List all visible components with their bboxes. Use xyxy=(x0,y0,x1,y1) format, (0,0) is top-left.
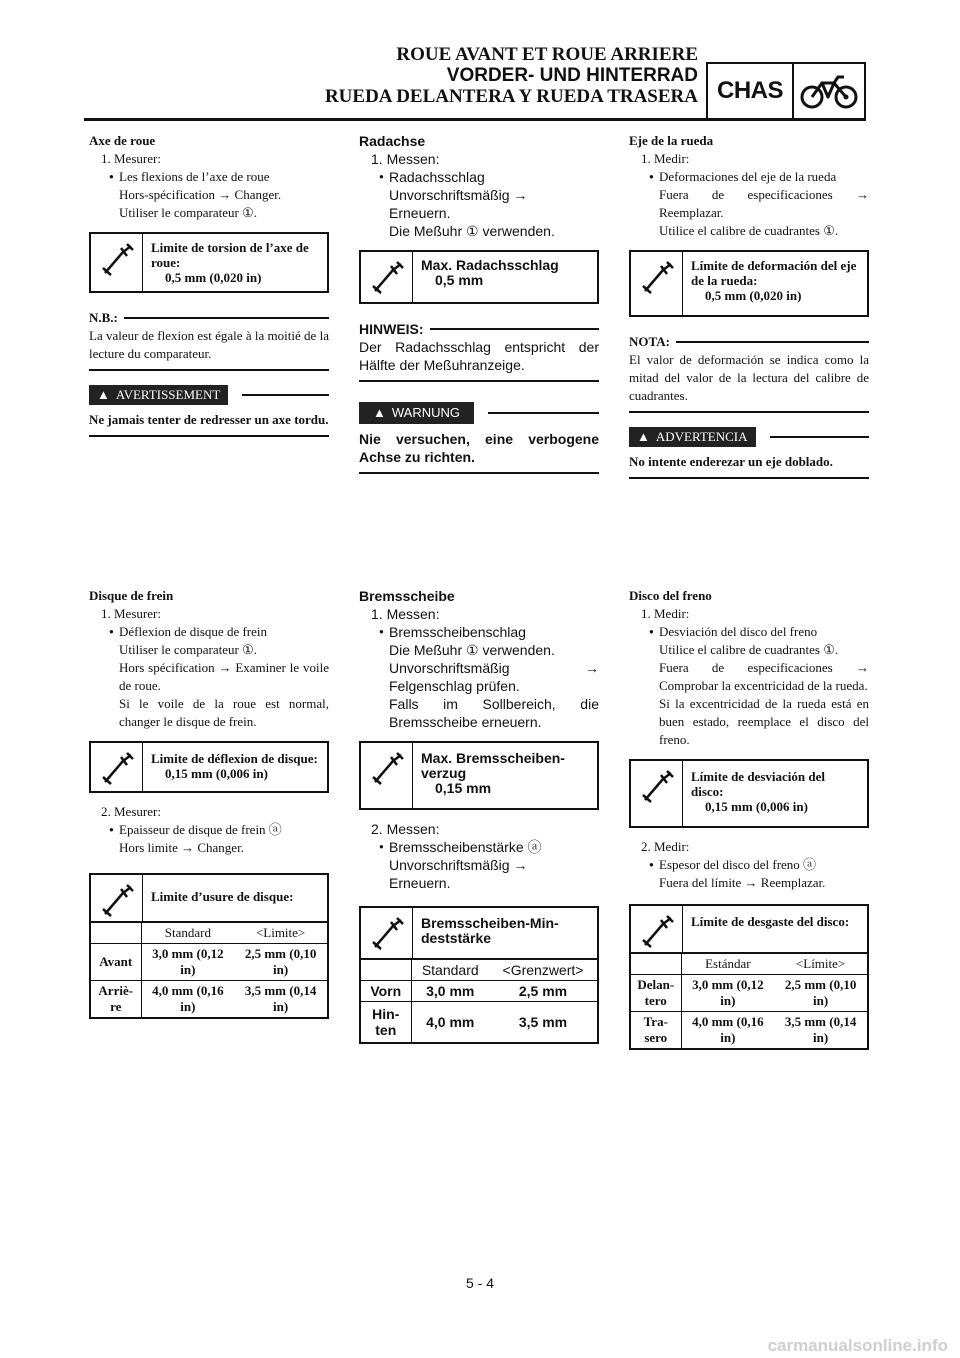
de-warning-body: Nie versuchen, eine verbogene Achse zu richten. xyxy=(359,424,599,474)
de-axle-bullet: ● Radachsschlag xyxy=(359,168,599,186)
de-warning-label: WARNUNG xyxy=(391,405,460,420)
es-axle-heading: Eje de la rueda xyxy=(629,133,714,148)
wrench-icon xyxy=(631,906,683,952)
de-wear-row2-limit: 3,5 mm xyxy=(489,1002,597,1043)
es-wear-col-standard: Estándar xyxy=(681,954,774,975)
de-disc-spec-box xyxy=(359,741,599,810)
es-note-header xyxy=(629,333,869,351)
es-disc-line4: Si la excentricidad de la rueda está en buen estado, reemplace el disco del freno. xyxy=(659,696,869,747)
es-disc-section xyxy=(629,587,869,1050)
es-wear-row1-standard: 3,0 mm (0,12 in) xyxy=(681,975,774,1012)
de-axle-line2: Unvorschriftsmäßig → xyxy=(389,187,528,203)
title-fr: ROUE AVANT ET ROUE ARRIERE xyxy=(396,44,698,65)
page-header-titles xyxy=(325,44,698,108)
fr-disc-heading: Disque de frein xyxy=(89,588,174,603)
section-badge xyxy=(706,62,866,120)
es-axle-spec-value: 0,5 mm (0,020 in) xyxy=(705,288,802,303)
wrench-icon xyxy=(91,743,143,791)
de-axle-line3: Erneuern. xyxy=(389,205,451,221)
fr-axle-heading: Axe de roue xyxy=(89,133,156,148)
de-disc-line3: Unvorschriftsmäßig → Felgenschlag prüfen. xyxy=(389,660,599,694)
es-axle-line2: Fuera de especificaciones → Reemplazar. xyxy=(659,187,869,220)
es-disc-bullet: ● Desviación del disco del freno xyxy=(629,623,869,641)
wrench-icon xyxy=(91,234,143,291)
es-disc-spec-title: Límite de desviación del disco: xyxy=(691,769,825,799)
fr-disc-bullet2: ● Epaisseur de disque de frein ⓐ xyxy=(89,821,329,839)
de-note-label: HINWEIS: xyxy=(359,321,424,337)
wrench-icon xyxy=(91,875,143,921)
de-wear-title: Bremsscheiben-Min-deststärke xyxy=(421,915,559,946)
section-code: CHAS xyxy=(708,64,794,118)
es-disc-step1: 1. Medir: xyxy=(641,606,690,621)
de-note-body: Der Radachsschlag entspricht der Hälfte der Meßuhranzeige. xyxy=(359,338,599,382)
de-axle-spec-value: 0,5 mm xyxy=(435,272,484,288)
fr-disc-spec-value: 0,15 mm (0,006 in) xyxy=(165,766,268,781)
de-disc-spec-value: 0,15 mm xyxy=(435,780,492,796)
fr-axle-section xyxy=(89,132,329,437)
table-row xyxy=(631,975,867,1012)
es-wear-row2-limit: 3,5 mm (0,14 in) xyxy=(774,1012,867,1049)
de-disc-heading: Bremsscheibe xyxy=(359,588,455,604)
fr-warning-badge xyxy=(89,385,228,405)
header-rule xyxy=(84,118,866,121)
table-row xyxy=(91,981,327,1018)
fr-wear-row2-limit: 3,5 mm (0,14 in) xyxy=(234,981,327,1018)
de-wear-col-limit: <Grenzwert> xyxy=(489,960,597,981)
es-disc-line3: Fuera de especificaciones → Comprobar la excentricidad de la rueda. xyxy=(659,660,869,693)
es-wear-col-limit: <Límite> xyxy=(774,954,867,975)
fr-wear-col-standard: Standard xyxy=(141,923,234,944)
es-axle-line3: Utilice el calibre de cuadrantes ①. xyxy=(659,223,839,238)
es-note-label: NOTA: xyxy=(629,334,670,349)
de-disc-bullet2: ● Bremsscheibenstärke ⓐ xyxy=(359,838,599,856)
de-disc-line5: Unvorschriftsmäßig → xyxy=(389,857,528,873)
es-disc-line2: Utilice el calibre de cuadrantes ①. xyxy=(659,642,839,657)
table-row xyxy=(361,1002,597,1043)
table-row xyxy=(361,981,597,1002)
fr-warning-header xyxy=(89,385,329,405)
es-axle-spec-box xyxy=(629,250,869,317)
fr-wear-row1-limit: 2,5 mm (0,10 in) xyxy=(234,944,327,981)
es-warning-label: ADVERTENCIA xyxy=(655,429,748,444)
fr-axle-spec-box xyxy=(89,232,329,293)
es-wear-row2-standard: 4,0 mm (0,16 in) xyxy=(681,1012,774,1049)
warning-triangle-icon: ▲ xyxy=(637,429,650,444)
motorcycle-icon xyxy=(794,64,864,118)
es-wear-row2-label: Tra-sero xyxy=(631,1012,681,1049)
de-wear-table xyxy=(359,906,599,1044)
wrench-icon xyxy=(361,743,413,808)
es-wear-table xyxy=(629,904,869,1050)
fr-disc-spec-title: Limite de déflexion de disque: xyxy=(151,751,318,766)
fr-axle-step1: 1. Mesurer: xyxy=(101,151,161,166)
table-row xyxy=(91,944,327,981)
de-wear-row1-limit: 2,5 mm xyxy=(489,981,597,1002)
fr-note-body: La valeur de flexion est égale à la moitié de la lecture du comparateur. xyxy=(89,327,329,371)
de-wear-row1-standard: 3,0 mm xyxy=(411,981,489,1002)
fr-wear-title: Limite d’usure de disque: xyxy=(151,889,294,904)
wrench-icon xyxy=(361,252,413,302)
fr-disc-bullet: ● Déflexion de disque de frein xyxy=(89,623,329,641)
fr-disc-step1: 1. Mesurer: xyxy=(101,606,161,621)
es-note-body: El valor de deformación se indica como la mitad del valor de la lectura del calibre de cuadrantes. xyxy=(629,351,869,413)
de-note-header xyxy=(359,320,599,338)
es-wear-title: Límite de desgaste del disco: xyxy=(691,914,850,929)
fr-axle-spec-value: 0,5 mm (0,020 in) xyxy=(165,270,262,285)
warning-triangle-icon: ▲ xyxy=(97,387,110,402)
de-disc-line4: Falls im Sollbereich, die Bremsscheibe erneuern. xyxy=(389,696,599,730)
fr-wear-row2-label: Arriè-re xyxy=(91,981,141,1018)
wrench-icon xyxy=(361,908,413,958)
de-axle-line4: Die Meßuhr ① verwenden. xyxy=(389,223,555,239)
fr-wear-table xyxy=(89,873,329,1019)
fr-axle-line2: Hors-spécification → Changer. xyxy=(119,187,282,202)
es-axle-section xyxy=(629,132,869,479)
fr-disc-spec-box xyxy=(89,741,329,793)
de-axle-spec-box xyxy=(359,250,599,304)
de-disc-step2: 2. Messen: xyxy=(371,821,440,837)
fr-disc-section xyxy=(89,587,329,1019)
es-axle-step1: 1. Medir: xyxy=(641,151,690,166)
de-warning-badge xyxy=(359,402,474,424)
de-wear-col-standard: Standard xyxy=(411,960,489,981)
de-disc-line6: Erneuern. xyxy=(389,875,451,891)
table-row xyxy=(631,1012,867,1049)
watermark: carmanualsonline.info xyxy=(767,1336,948,1355)
fr-warning-label: AVERTISSEMENT xyxy=(115,387,221,402)
de-axle-heading: Radachse xyxy=(359,133,426,149)
es-warning-body: No intente enderezar un eje doblado. xyxy=(629,447,869,479)
es-wear-row1-label: Delan-tero xyxy=(631,975,681,1012)
warning-triangle-icon: ▲ xyxy=(373,405,386,420)
es-axle-spec-title: Límite de deformación del eje de la rueda: xyxy=(691,258,857,288)
es-warning-badge xyxy=(629,427,756,447)
wrench-icon xyxy=(631,252,683,315)
fr-disc-line2: Utiliser le comparateur ①. xyxy=(119,642,257,657)
es-disc-step2: 2. Medir: xyxy=(641,839,690,854)
de-wear-row1-label: Vorn xyxy=(361,981,411,1002)
de-disc-line2: Die Meßuhr ① verwenden. xyxy=(389,642,555,658)
fr-disc-line3: Hors spécification → Examiner le voile de roue. xyxy=(119,660,329,693)
es-disc-spec-box xyxy=(629,759,869,828)
es-disc-spec-value: 0,15 mm (0,006 in) xyxy=(705,799,808,814)
es-wear-row1-limit: 2,5 mm (0,10 in) xyxy=(774,975,867,1012)
de-wear-row2-label: Hin-ten xyxy=(361,1002,411,1043)
title-de: VORDER- UND HINTERRAD xyxy=(446,65,698,86)
de-axle-step1: 1. Messen: xyxy=(371,151,440,167)
es-warning-header xyxy=(629,427,869,447)
es-disc-line5: Fuera del límite → Reemplazar. xyxy=(659,875,826,890)
fr-disc-line4: Si le voile de la roue est normal, changer le disque de frein. xyxy=(119,696,329,729)
fr-axle-bullet: ● Les flexions de l’axe de roue xyxy=(89,168,329,186)
page-number: 5 - 4 xyxy=(465,1275,494,1291)
de-wear-row2-standard: 4,0 mm xyxy=(411,1002,489,1043)
fr-note-label: N.B.: xyxy=(89,310,118,325)
wrench-icon xyxy=(631,761,683,826)
es-disc-heading: Disco del freno xyxy=(629,588,712,603)
es-disc-bullet2: ● Espesor del disco del freno ⓐ xyxy=(629,856,869,874)
de-axle-section xyxy=(359,132,599,474)
fr-wear-row2-standard: 4,0 mm (0,16 in) xyxy=(141,981,234,1018)
de-disc-bullet: ● Bremsscheibenschlag xyxy=(359,623,599,641)
fr-wear-row1-label: Avant xyxy=(91,944,141,981)
de-disc-section xyxy=(359,587,599,1044)
fr-note-header xyxy=(89,309,329,327)
fr-warning-body: Ne jamais tenter de redresser un axe tordu. xyxy=(89,405,329,437)
title-es: RUEDA DELANTERA Y RUEDA TRASERA xyxy=(324,86,698,107)
de-disc-step1: 1. Messen: xyxy=(371,606,440,622)
fr-wear-row1-standard: 3,0 mm (0,12 in) xyxy=(141,944,234,981)
de-warning-header xyxy=(359,402,599,424)
es-axle-bullet: ● Deformaciones del eje de la rueda xyxy=(629,168,869,186)
de-disc-spec-title: Max. Bremsscheiben-verzug xyxy=(421,750,565,781)
fr-wear-col-limit: <Limite> xyxy=(234,923,327,944)
de-axle-spec-title: Max. Radachsschlag xyxy=(421,257,559,273)
fr-axle-line3: Utiliser le comparateur ①. xyxy=(119,205,257,220)
fr-disc-line5: Hors limite → Changer. xyxy=(119,840,244,855)
fr-axle-spec-title: Limite de torsion de l’axe de roue: xyxy=(151,240,309,270)
fr-disc-step2: 2. Mesurer: xyxy=(101,804,161,819)
